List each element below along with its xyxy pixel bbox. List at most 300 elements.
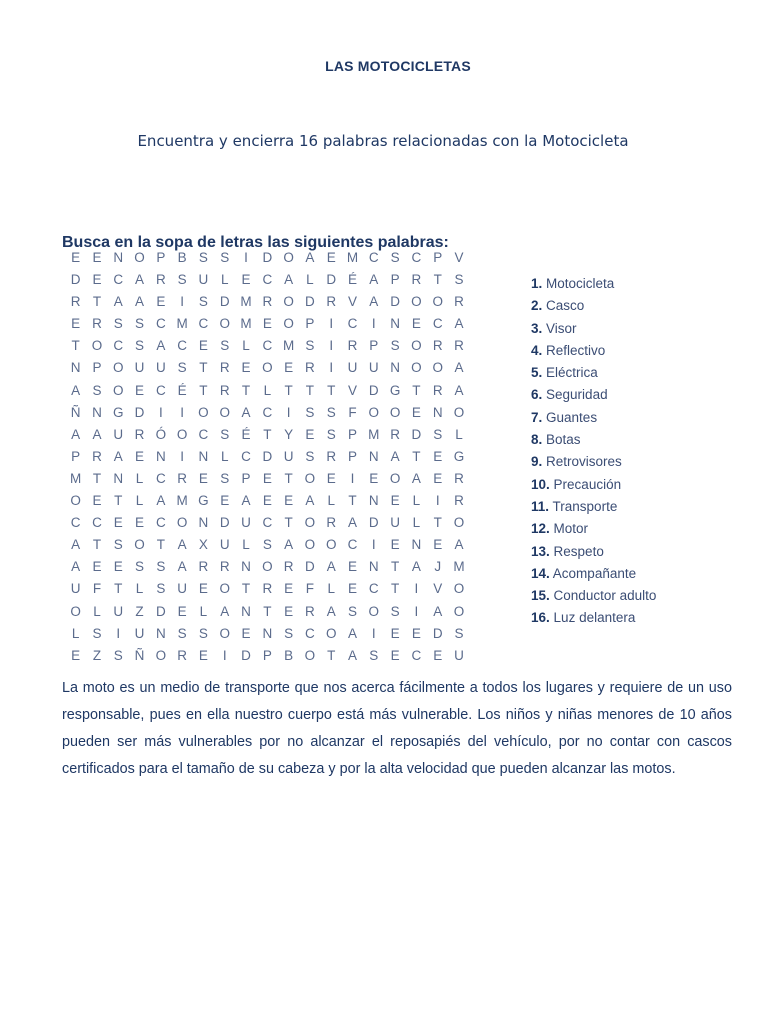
grid-letter: S [369, 647, 379, 663]
grid-letter: E [177, 603, 187, 619]
grid-letter: E [113, 559, 123, 575]
grid-letter: E [113, 515, 123, 531]
grid-letter: Z [135, 603, 144, 619]
grid-letter: T [433, 272, 442, 288]
grid-letter: R [454, 470, 464, 486]
grid-letter: S [113, 647, 123, 663]
grid-letter: S [326, 404, 336, 420]
grid-letter: F [92, 581, 102, 597]
grid-letter: O [283, 250, 294, 265]
grid-letter: C [262, 272, 273, 288]
grid-letter: V [454, 250, 464, 265]
word-number: 16. [531, 610, 550, 626]
grid-letter: P [390, 272, 400, 288]
grid-letter: T [263, 603, 272, 619]
word-list-item [531, 496, 656, 518]
grid-letter: E [198, 338, 208, 354]
grid-letter: R [305, 360, 315, 376]
grid-letter: N [241, 603, 251, 619]
grid-letter: V [348, 382, 358, 398]
grid-letter: A [71, 559, 81, 575]
grid-letter: S [156, 559, 166, 575]
grid-letter: R [134, 426, 145, 442]
grid-letter: C [347, 537, 358, 553]
word-label: Botas [546, 432, 581, 448]
grid-letter: O [325, 537, 337, 553]
grid-letter: U [70, 581, 81, 597]
page-subtitle: Encuentra y encierra 16 palabras relacionadas con la Motocicleta [137, 132, 629, 150]
grid-letter: C [198, 316, 209, 332]
instruction-text: Busca en la sopa de letras las siguientes palabras: [62, 234, 449, 251]
grid-letter: S [220, 426, 230, 442]
grid-letter: U [219, 537, 230, 553]
grid-letter: A [113, 294, 123, 310]
grid-letter: D [411, 426, 422, 442]
grid-letter: T [71, 338, 80, 354]
grid-letter: O [155, 647, 167, 663]
word-list-item [531, 585, 656, 607]
grid-letter: J [434, 559, 442, 575]
grid-letter: L [135, 493, 144, 509]
grid-letter: D [262, 250, 273, 265]
grid-letter: B [284, 647, 294, 663]
grid-letter: O [411, 294, 422, 310]
word-list-item [531, 607, 656, 629]
grid-letter: N [92, 404, 102, 420]
grid-letter: E [433, 448, 443, 464]
grid-letter: E [241, 625, 251, 641]
word-label: Transporte [552, 498, 618, 514]
grid-letter: A [305, 493, 315, 509]
grid-letter: O [262, 559, 273, 575]
grid-letter: R [454, 493, 464, 509]
grid-letter: L [327, 493, 335, 509]
grid-letter: N [432, 404, 443, 420]
grid-letter: R [326, 448, 337, 464]
grid-letter: S [390, 250, 400, 265]
grid-letter: C [368, 581, 379, 597]
grid-letter: G [389, 382, 401, 398]
grid-letter: R [432, 338, 443, 354]
grid-letter: E [433, 470, 443, 486]
word-number: 12. [531, 521, 550, 537]
grid-letter: T [114, 581, 123, 597]
grid-letter: D [155, 603, 166, 619]
grid-letter: C [241, 448, 251, 464]
grid-letter: R [326, 294, 337, 310]
grid-letter: E [262, 316, 272, 332]
grid-letter: O [389, 470, 401, 486]
grid-letter: U [454, 647, 464, 663]
grid-letter: S [284, 625, 294, 641]
grid-letter: R [305, 603, 315, 619]
grid-letter: O [304, 537, 316, 553]
grid-letter: L [242, 338, 250, 354]
grid-letter: D [390, 294, 400, 310]
grid-letter: E [348, 559, 358, 575]
grid-letter: O [70, 493, 81, 509]
grid-letter: I [329, 338, 334, 354]
grid-letter: N [411, 537, 422, 553]
word-label: Retrovisores [546, 454, 622, 470]
grid-letter: I [180, 404, 185, 420]
word-label: Eléctrica [546, 365, 598, 381]
grid-letter: D [134, 404, 145, 420]
grid-letter: S [198, 250, 208, 265]
grid-letter: O [389, 404, 401, 420]
grid-letter: A [411, 559, 421, 575]
grid-letter: E [241, 272, 251, 288]
grid-letter: E [284, 493, 294, 509]
grid-letter: U [177, 581, 187, 597]
grid-letter: C [368, 250, 379, 265]
grid-letter: T [284, 515, 293, 531]
word-number: 3. [531, 320, 543, 336]
grid-letter: A [71, 537, 81, 553]
word-list-item [531, 429, 656, 451]
grid-letter: S [92, 625, 102, 641]
grid-letter: A [135, 294, 145, 310]
word-list-item [531, 518, 656, 540]
grid-letter: O [411, 360, 422, 376]
word-label: Motor [553, 521, 589, 537]
grid-letter: R [92, 316, 102, 332]
word-label: Respeto [553, 543, 604, 559]
grid-letter: A [156, 493, 166, 509]
grid-letter: O [219, 581, 230, 597]
grid-letter: A [390, 448, 400, 464]
word-list-item [531, 563, 656, 585]
grid-letter: T [433, 515, 442, 531]
grid-letter: C [262, 404, 273, 420]
grid-letter: C [262, 338, 273, 354]
grid-letter: D [368, 515, 379, 531]
grid-letter: S [135, 338, 145, 354]
grid-letter: U [134, 360, 145, 376]
grid-letter: G [198, 493, 209, 509]
grid-letter: M [282, 338, 295, 354]
grid-letter: I [180, 448, 185, 464]
grid-letter: E [262, 470, 272, 486]
grid-letter: O [304, 647, 316, 663]
word-list-item [531, 318, 656, 340]
grid-letter: O [304, 515, 316, 531]
grid-letter: U [113, 426, 124, 442]
word-number: 4. [531, 342, 543, 358]
grid-letter: O [262, 360, 273, 376]
grid-letter: V [433, 581, 443, 597]
grid-letter: C [411, 647, 422, 663]
grid-letter: L [242, 537, 250, 553]
grid-letter: E [92, 272, 102, 288]
grid-letter: O [112, 360, 124, 376]
grid-letter: U [113, 603, 124, 619]
grid-letter: O [453, 603, 465, 619]
grid-letter: S [198, 294, 208, 310]
grid-letter: E [390, 647, 400, 663]
grid-letter: R [326, 515, 337, 531]
grid-letter: I [435, 493, 440, 509]
grid-letter: R [177, 470, 187, 486]
grid-letter: E [390, 537, 400, 553]
word-label: Conductor adulto [553, 588, 657, 604]
grid-letter: E [369, 470, 379, 486]
grid-letter: I [414, 581, 419, 597]
grid-letter: T [390, 581, 400, 597]
word-list-item [531, 541, 656, 563]
grid-letter: E [241, 360, 251, 376]
grid-letter: P [92, 360, 102, 376]
grid-letter: I [222, 647, 227, 663]
grid-letter: N [368, 448, 379, 464]
grid-letter: I [414, 603, 419, 619]
word-number: 2. [531, 298, 543, 314]
grid-letter: E [198, 647, 208, 663]
grid-letter: I [371, 316, 376, 332]
grid-letter: L [412, 493, 421, 509]
grid-letter: Z [92, 647, 102, 663]
grid-letter: I [286, 404, 291, 420]
word-number: 6. [531, 387, 543, 403]
grid-letter: R [432, 382, 443, 398]
grid-letter: T [92, 294, 102, 310]
grid-letter: P [433, 250, 443, 265]
grid-letter: N [113, 250, 124, 265]
grid-letter: A [326, 603, 336, 619]
grid-letter: N [390, 316, 400, 332]
word-label: Acompañante [552, 565, 637, 581]
grid-letter: P [156, 250, 166, 265]
grid-letter: I [158, 404, 163, 420]
grid-letter: M [70, 470, 82, 486]
grid-letter: I [244, 250, 248, 265]
grid-letter: C [155, 470, 166, 486]
grid-letter: A [71, 382, 81, 398]
grid-letter: I [329, 316, 334, 332]
grid-letter: D [219, 294, 230, 310]
grid-letter: P [241, 470, 251, 486]
grid-letter: T [390, 559, 400, 575]
grid-letter: S [390, 338, 400, 354]
grid-letter: O [219, 625, 230, 641]
grid-letter: Ñ [134, 647, 145, 663]
grid-letter: S [135, 559, 145, 575]
word-list-item [531, 295, 656, 317]
grid-letter: T [114, 493, 123, 509]
grid-letter: S [177, 360, 187, 376]
grid-letter: E [390, 493, 400, 509]
grid-letter: E [284, 603, 294, 619]
grid-letter: N [155, 448, 166, 464]
grid-letter: T [199, 382, 208, 398]
grid-letter: A [326, 559, 336, 575]
grid-letter: E [326, 470, 336, 486]
grid-letter: E [71, 250, 81, 265]
grid-letter: L [220, 272, 229, 288]
grid-letter: L [71, 625, 80, 641]
grid-letter: É [177, 382, 187, 398]
grid-letter: R [262, 581, 273, 597]
grid-letter: S [220, 338, 230, 354]
grid-letter: C [411, 250, 422, 265]
grid-letter: R [219, 559, 230, 575]
grid-letter: A [411, 470, 421, 486]
grid-letter: T [327, 382, 336, 398]
grid-letter: A [284, 272, 294, 288]
grid-letter: R [198, 559, 209, 575]
grid-letter: C [177, 338, 187, 354]
grid-letter: D [305, 559, 315, 575]
grid-letter: O [432, 294, 443, 310]
grid-letter: P [71, 448, 81, 464]
grid-letter: E [135, 448, 145, 464]
grid-letter: A [92, 426, 102, 442]
grid-letter: S [220, 250, 230, 265]
grid-letter: O [134, 537, 145, 553]
grid-letter: C [155, 316, 166, 332]
grid-letter: A [71, 426, 81, 442]
grid-letter: U [347, 360, 358, 376]
grid-letter: O [304, 470, 316, 486]
word-list-item [531, 273, 656, 295]
grid-letter: X [198, 537, 208, 553]
grid-letter: B [177, 250, 187, 265]
grid-letter: O [453, 515, 465, 531]
word-label: Guantes [546, 409, 598, 425]
grid-letter: M [240, 316, 252, 332]
grid-letter: E [92, 559, 102, 575]
word-label: Luz delantera [553, 610, 636, 626]
grid-letter: U [134, 625, 145, 641]
grid-letter: O [325, 625, 337, 641]
grid-letter: O [91, 338, 103, 354]
grid-letter: O [368, 603, 380, 619]
grid-letter: S [135, 316, 145, 332]
grid-letter: A [156, 338, 166, 354]
grid-letter: A [433, 603, 443, 619]
grid-letter: O [283, 294, 294, 310]
grid-letter: L [220, 448, 229, 464]
grid-letter: A [241, 404, 251, 420]
grid-letter: I [371, 537, 376, 553]
grid-letter: O [453, 581, 465, 597]
grid-letter: A [284, 537, 294, 553]
grid-letter: E [411, 404, 421, 420]
grid-letter: M [453, 559, 465, 575]
word-list-item [531, 451, 656, 473]
grid-letter: U [241, 515, 251, 531]
grid-letter: M [368, 426, 380, 442]
word-number: 1. [531, 276, 543, 291]
grid-letter: R [454, 338, 464, 354]
grid-letter: R [92, 448, 102, 464]
grid-letter: R [70, 294, 81, 310]
grid-letter: D [432, 625, 443, 641]
grid-letter: E [433, 647, 443, 663]
grid-letter: D [262, 448, 273, 464]
grid-letter: O [453, 404, 465, 420]
grid-letter: A [454, 382, 464, 398]
grid-letter: A [220, 603, 230, 619]
grid-letter: R [155, 272, 166, 288]
grid-letter: R [347, 338, 358, 354]
grid-letter: L [135, 470, 144, 486]
grid-letter: L [93, 603, 101, 619]
word-number: 11. [531, 498, 550, 514]
word-number: 15. [531, 588, 550, 604]
grid-letter: U [283, 448, 294, 464]
grid-letter: E [71, 316, 81, 332]
grid-letter: P [348, 448, 358, 464]
grid-letter: A [454, 360, 464, 376]
grid-letter: S [198, 625, 208, 641]
grid-letter: T [263, 426, 272, 442]
grid-letter: S [433, 426, 443, 442]
grid-letter: M [176, 316, 188, 332]
grid-letter: T [92, 470, 102, 486]
grid-letter: E [92, 250, 102, 265]
grid-letter: A [305, 250, 315, 265]
word-number: 10. [531, 476, 550, 492]
grid-letter: T [348, 493, 357, 509]
grid-letter: A [241, 493, 251, 509]
grid-letter: C [113, 272, 124, 288]
word-number: 8. [531, 432, 543, 448]
grid-letter: O [368, 404, 380, 420]
word-label: Motocicleta [546, 276, 615, 291]
grid-letter: L [306, 272, 314, 288]
word-list [531, 273, 656, 630]
grid-letter: C [155, 382, 166, 398]
grid-letter: U [198, 272, 209, 288]
word-number: 7. [531, 409, 543, 425]
word-list-item [531, 340, 656, 362]
grid-letter: S [326, 426, 336, 442]
word-list-item [531, 407, 656, 429]
grid-letter: F [348, 404, 357, 420]
grid-letter: D [368, 382, 379, 398]
grid-letter: S [305, 448, 315, 464]
grid-letter: S [220, 470, 230, 486]
grid-letter: C [198, 426, 209, 442]
grid-letter: S [305, 338, 315, 354]
grid-letter: T [305, 382, 315, 398]
grid-letter: R [454, 294, 464, 310]
grid-letter: T [92, 537, 102, 553]
grid-letter: C [305, 625, 315, 641]
grid-letter: I [180, 294, 185, 310]
grid-letter: E [198, 470, 208, 486]
grid-letter: E [220, 493, 230, 509]
grid-letter: I [371, 625, 376, 641]
grid-letter: D [241, 647, 251, 663]
grid-letter: E [390, 625, 400, 641]
grid-letter: S [348, 603, 358, 619]
grid-letter: P [348, 426, 358, 442]
grid-letter: N [262, 625, 273, 641]
grid-letter: C [92, 515, 102, 531]
grid-letter: A [348, 625, 358, 641]
grid-letter: N [390, 360, 400, 376]
grid-letter: T [199, 360, 208, 376]
grid-letter: G [112, 404, 124, 420]
grid-letter: A [454, 537, 464, 553]
grid-letter: P [369, 338, 379, 354]
grid-letter: S [92, 382, 102, 398]
grid-letter: A [454, 316, 464, 332]
grid-letter: O [411, 338, 422, 354]
grid-letter: P [262, 647, 272, 663]
